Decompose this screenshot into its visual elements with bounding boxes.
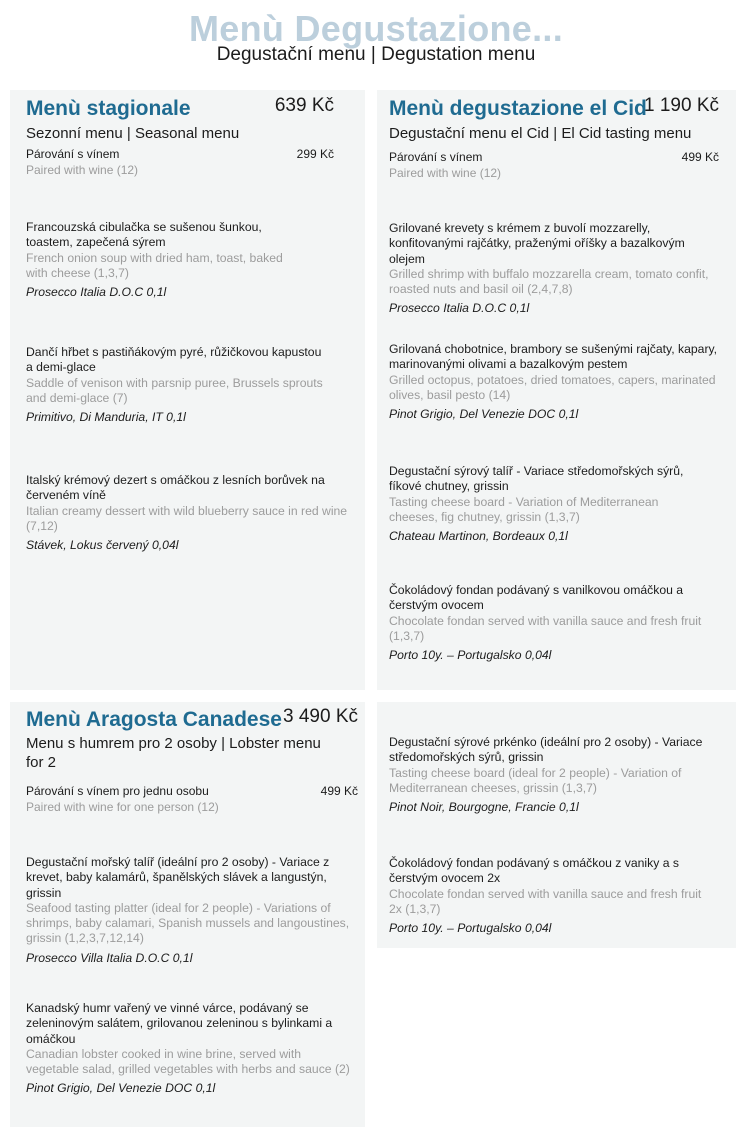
wine-pairing-cz: Párování s vínem [389, 150, 483, 164]
menu-subtitle: Sezonní menu | Seasonal menu [26, 125, 240, 142]
menu-subtitle: Degustační menu el Cid | El Cid tasting menu [389, 125, 692, 142]
dish-name-en: Italian creamy dessert with wild blueberry sauce in red wine (7,12) [26, 503, 348, 533]
dish-wine: Prosecco Italia D.O.C 0,1l [389, 301, 530, 316]
dish-wine: Prosecco Italia D.O.C 0,1l [26, 285, 167, 300]
page-title: Menù Degustazione... [188, 8, 564, 49]
dish-wine: Chateau Martinon, Bordeaux 0,1l [389, 529, 568, 544]
dish-name-en: Tasting cheese board (ideal for 2 people) - Variation of Mediterranean cheeses, grissin (1,3,7) [389, 765, 682, 795]
page-subtitle: Degustační menu | Degustation menu [216, 44, 536, 65]
dish-wine: Primitivo, Di Manduria, IT 0,1l [26, 410, 186, 425]
menu-dish [389, 464, 709, 544]
dish-name-en: Chocolate fondan served with vanilla sauce and fresh fruit (1,3,7) [389, 613, 702, 643]
dish-wine: Pinot Grigio, Del Venezie DOC 0,1l [389, 407, 579, 422]
menu-dish [26, 220, 306, 300]
dish-name-cz: Italský krémový dezert s omáčkou z lesních borůvek na červeném víně [26, 473, 325, 503]
menu-price: 3 490 Kč [283, 706, 358, 727]
dish-wine: Prosecco Villa Italia D.O.C 0,1l [26, 950, 193, 965]
dish-name-en: Chocolate fondan served with vanilla sauce and fresh fruit 2x (1,3,7) [389, 886, 702, 916]
menu-subtitle: Menu s humrem pro 2 osoby | Lobster menu for 2 [26, 735, 321, 771]
wine-pairing [389, 149, 719, 181]
wine-pairing-cz: Párování s vínem [26, 147, 120, 161]
dish-name-en: Tasting cheese board - Variation of Mediterranean cheeses, fig chutney, grissin (1,3,7) [389, 494, 659, 524]
dish-wine: Pinot Grigio, Del Venezie DOC 0,1l [26, 1081, 216, 1096]
wine-pairing-en: Paired with wine (12) [389, 166, 502, 180]
wine-pairing-price: 499 Kč [681, 150, 719, 164]
menu-dish [389, 583, 719, 663]
menu-dish [389, 856, 704, 936]
dish-name-cz: Dančí hřbet s pastiňákovým pyré, růžičkovou kapustou a demi-glace [26, 345, 322, 375]
dish-name-cz: Grilovaná chobotnice, brambory se sušenými rajčaty, kapary, marinovanými olivami a bazalkovým pestem [389, 342, 718, 372]
dish-name-cz: Čokoládový fondan podávaný s vanilkovou omáčkou a čerstvým ovocem [389, 583, 684, 613]
dish-wine: Porto 10y. – Portugalsko 0,04l [389, 648, 552, 663]
wine-pairing-price: 299 Kč [296, 147, 334, 161]
wine-pairing-cz: Párování s vínem pro jednu osobu [26, 784, 209, 798]
wine-pairing [26, 146, 334, 178]
dish-name-en: Saddle of venison with parsnip puree, Brussels sprouts and demi-glace (7) [26, 375, 323, 405]
dish-name-cz: Kanadský humr vařený ve vinné várce, podávaný se zeleninovým salátem, grilovanou zeleninou s bylinkami a omáčkou [26, 1001, 333, 1046]
dish-name-cz: Degustační mořský talíř (ideální pro 2 osoby) - Variace z krevet, baby kalamárů, španělských slávek a langustýn, grissin [26, 855, 330, 900]
dish-wine: Pinot Noir, Bourgogne, Francie 0,1l [389, 800, 579, 815]
wine-pairing-price: 499 Kč [320, 784, 358, 798]
menu-dish [389, 735, 719, 815]
menu-dish [26, 1001, 356, 1097]
menu-title: Menù Aragosta Canadese [26, 708, 282, 731]
dish-name-en: French onion soup with dried ham, toast, baked with cheese (1,3,7) [26, 250, 283, 280]
menu-dish [26, 345, 326, 425]
menu-title: Menù stagionale [26, 97, 191, 120]
dish-name-cz: Degustační sýrový talíř - Variace středomořských sýrů, fíkové chutney, grissin [389, 464, 684, 494]
menu-price: 1 190 Kč [644, 95, 719, 116]
menu-title: Menù degustazione el Cid [389, 97, 647, 120]
dish-name-en: Grilled octopus, potatoes, dried tomatoes, capers, marinated olives, basil pesto (14) [389, 372, 716, 402]
menu-dish [389, 342, 719, 422]
wine-pairing [26, 783, 358, 815]
dish-name-cz: Grilované krevety s krémem z buvolí mozzarelly, konfitovanými rajčátky, praženými oříšky a bazalkovým olejem [389, 221, 685, 266]
dish-name-en: Grilled shrimp with buffalo mozzarella cream, tomato confit, roasted nuts and basil oil (2,4,7,8) [389, 266, 709, 297]
menu-price: 639 Kč [274, 95, 334, 116]
wine-pairing-en: Paired with wine (12) [26, 163, 139, 177]
dish-wine: Stávek, Lokus červený 0,04l [26, 538, 179, 553]
dish-name-en: Canadian lobster cooked in wine brine, served with vegetable salad, grilled vegetables with herbs and sauce (2) [26, 1046, 350, 1077]
menu-dish [26, 855, 361, 966]
dish-name-en: Seafood tasting platter (ideal for 2 people) - Variations of shrimps, baby calamari, Spanish mussels and langoustines, grissin (1,2,3,7,12,14) [26, 900, 350, 946]
wine-pairing-en: Paired with wine for one person (12) [26, 800, 219, 814]
menu-dish [26, 473, 356, 553]
dish-name-cz: Čokoládový fondan podávaný s omáčkou z vaniky a s čerstvým ovocem 2x [389, 856, 679, 886]
menu-dish [389, 221, 709, 317]
dish-name-cz: Francouzská cibulačka se sušenou šunkou, toastem, zapečená sýrem [26, 220, 262, 250]
dish-name-cz: Degustační sýrové prkénko (ideální pro 2 osoby) - Variace středomořských sýrů, grissin [389, 735, 703, 765]
dish-wine: Porto 10y. – Portugalsko 0,04l [389, 921, 552, 936]
